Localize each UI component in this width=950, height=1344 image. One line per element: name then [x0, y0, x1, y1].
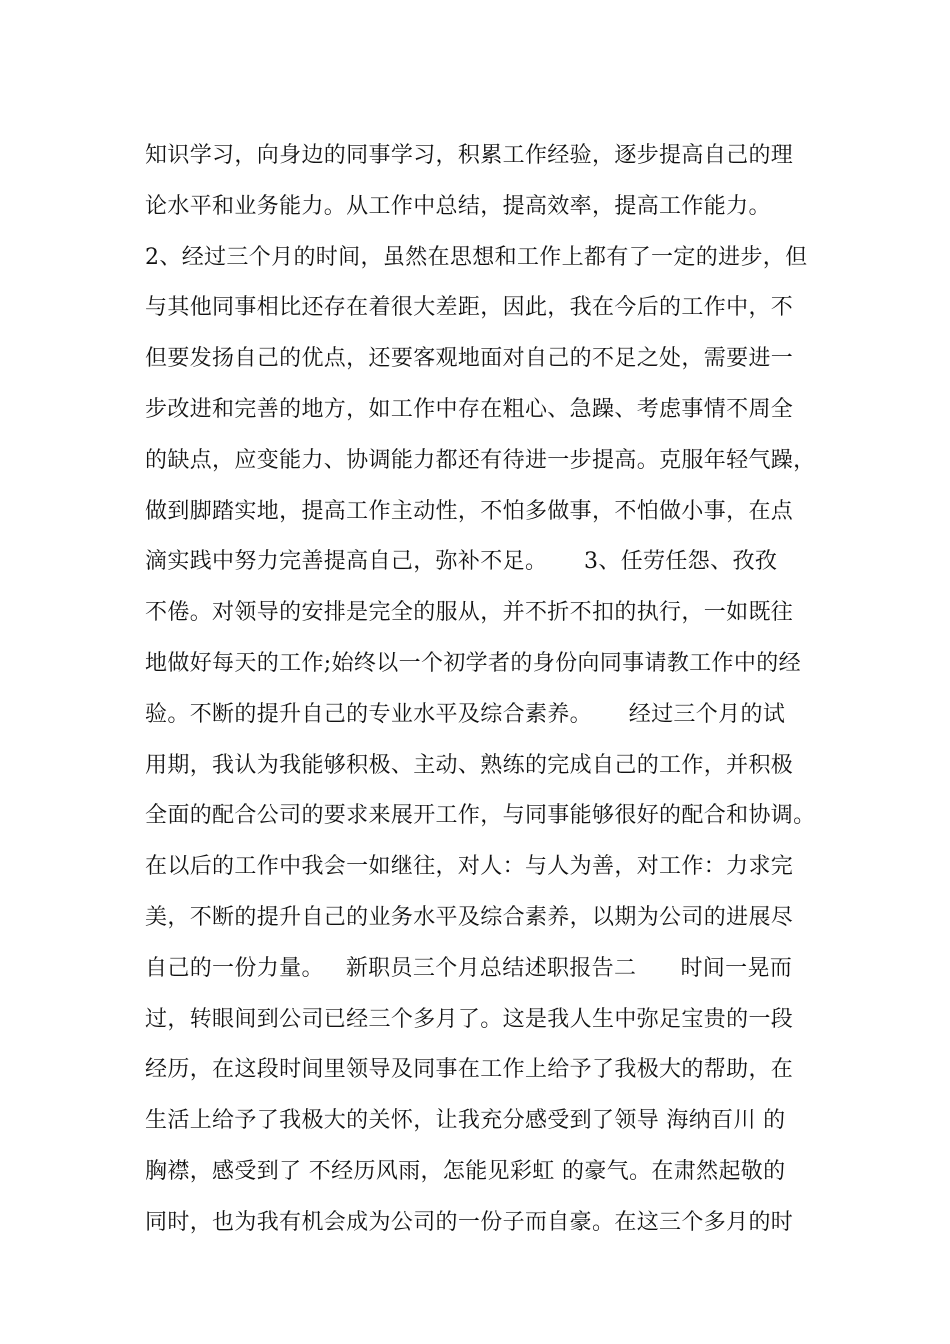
text-line: 经历，在这段时间里领导及同事在工作上给予了我极大的帮助，在 — [145, 1057, 794, 1083]
body-text — [145, 131, 815, 1249]
text-line: 过，转眼间到公司已经三个多月了。这是我人生中弥足宝贵的一段 — [145, 1006, 794, 1032]
text-line: 自己的一份力量。 新职员三个月总结述职报告二 时间一晃而 — [145, 955, 793, 981]
text-line: 做到脚踏实地，提高工作主动性，不怕多做事，不怕做小事，在点 — [145, 498, 794, 524]
text-line: 在以后的工作中我会一如继往，对人：与人为善，对工作：力求完 — [145, 854, 794, 880]
text-line: 论水平和业务能力。从工作中总结，提高效率，提高工作能力。 — [145, 193, 771, 219]
text-line: 与其他同事相比还存在着很大差距，因此，我在今后的工作中，不 — [145, 295, 794, 321]
text-line: 同时，也为我有机会成为公司的一份子而自豪。在这三个多月的时 — [145, 1209, 794, 1235]
text-line: 不倦。对领导的安排是完全的服从，并不折不扣的执行，一如既往 — [145, 600, 794, 626]
text-line: 步改进和完善的地方，如工作中存在粗心、急躁、考虑事情不周全 — [145, 396, 794, 422]
text-line: 2、经过三个月的时间，虽然在思想和工作上都有了一定的进步，但 — [145, 244, 808, 270]
text-line: 但要发扬自己的优点，还要客观地面对自己的不足之处，需要进一 — [145, 346, 794, 372]
text-line: 验。不断的提升自己的专业水平及综合素养。 经过三个月的试 — [145, 701, 786, 727]
text-line: 的缺点，应变能力、协调能力都还有待进一步提高。克服年轻气躁， — [145, 447, 816, 473]
text-line: 美，不断的提升自己的业务水平及综合素养，以期为公司的进展尽 — [145, 904, 794, 930]
text-line: 知识学习，向身边的同事学习，积累工作经验，逐步提高自己的理 — [145, 143, 794, 168]
text-line: 地做好每天的工作;始终以一个初学者的身份向同事请教工作中的经 — [145, 650, 801, 676]
text-line: 胸襟，感受到了 不经历风雨，怎能见彩虹 的豪气。在肃然起敬的 — [145, 1158, 786, 1184]
text-line: 滴实践中努力完善提高自己，弥补不足。 3、任劳任怨、孜孜 — [145, 549, 778, 575]
text-line: 用期，我认为我能够积极、主动、熟练的完成自己的工作，并积极 — [145, 752, 794, 778]
text-line: 全面的配合公司的要求来展开工作，与同事能够很好的配合和协调。 — [145, 803, 816, 829]
text-line: 生活上给予了我极大的关怀，让我充分感受到了领导 海纳百川 的 — [145, 1108, 786, 1134]
